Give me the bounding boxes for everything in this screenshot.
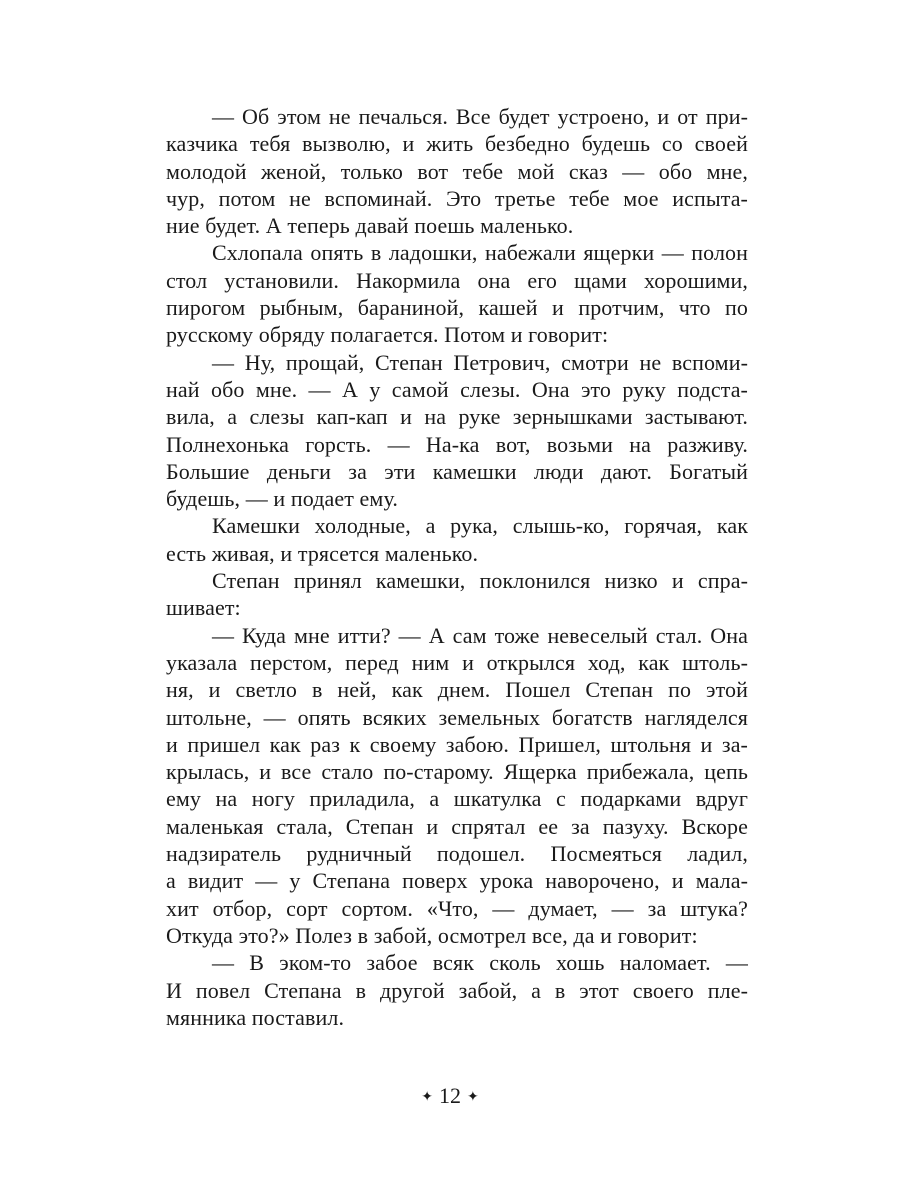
text-line: ему на ногу приладила, а шкатулка с подарками вдруг: [166, 786, 748, 812]
text-line: указала перстом, перед ним и открылся ход, как штоль-: [166, 649, 748, 675]
text-line: пирогом рыбным, бараниной, кашей и протчим, что по: [166, 295, 748, 321]
body-text: [166, 103, 748, 1031]
text-line: хит отбор, сорт сортом. «Что, — думает, — за штука?: [166, 895, 748, 921]
page-number-footer: [0, 1082, 900, 1112]
text-line: — Ну, прощай, Степан Петрович, смотри не вспоми-: [212, 349, 748, 375]
text-line: Откуда это?» Полез в забой, осмотрел все, да и говорит:: [166, 922, 698, 948]
text-line: а видит — у Степана поверх урока наворочено, и мала-: [166, 868, 748, 894]
text-line: и пришел как раз к своему забою. Пришел, штольня и за-: [166, 731, 748, 757]
text-line: мянника поставил.: [166, 1004, 345, 1030]
text-line: ние будет. А теперь давай поешь маленько.: [166, 213, 574, 239]
text-line: крылась, и все стало по-старому. Ящерка прибежала, цепь: [166, 759, 748, 785]
text-line: молодой женой, только вот тебе мой сказ — обо мне,: [166, 158, 748, 184]
text-line: най обо мне. — А у самой слезы. Она это руку подста-: [166, 376, 748, 402]
text-line: — В эком-то забое всяк сколь хошь наломает. —: [212, 950, 748, 976]
text-line: казчика тебя вызволю, и жить безбедно будешь со своей: [166, 131, 748, 157]
text-line: маленькая стала, Степан и спрятал ее за пазуху. Вскоре: [166, 813, 748, 839]
text-line: — Об этом не печалься. Все будет устроено, и от при-: [212, 104, 748, 129]
text-line: будешь, — и подает ему.: [166, 486, 398, 512]
text-line: И повел Степана в другой забой, а в этот своего пле-: [166, 977, 748, 1003]
page-number: 12: [439, 1083, 461, 1108]
text-line: Степан принял камешки, поклонился низко и спра-: [212, 568, 748, 594]
text-line: стол установили. Накормила она его щами хорошими,: [166, 267, 748, 293]
text-line: Камешки холодные, а рука, слышь-ко, горячая, как: [212, 513, 748, 539]
text-line: ня, и светло в ней, как днем. Пошел Степан по этой: [166, 677, 748, 703]
text-line: Полнехонька горсть. — На-ка вот, возьми на разживу.: [166, 431, 748, 457]
text-line: надзиратель рудничный подошел. Посмеяться ладил,: [166, 841, 748, 867]
text-line: русскому обряду полагается. Потом и говорит:: [166, 322, 609, 348]
text-line: штольне, — опять всяких земельных богатств нагляделся: [166, 704, 748, 730]
text-line: вила, а слезы кап-кап и на руке зернышками застывают.: [166, 404, 748, 430]
text-line: Схлопала опять в ладошки, набежали ящерки — полон: [212, 240, 748, 266]
text-line: шивает:: [166, 595, 241, 621]
text-line: — Куда мне итти? — А сам тоже невеселый стал. Она: [212, 622, 748, 648]
text-line: есть живая, и трясется маленько.: [166, 540, 479, 566]
left-ornament-icon: ✦: [421, 1090, 433, 1105]
text-line: Большие деньги за эти камешки люди дают. Богатый: [166, 458, 748, 484]
right-ornament-icon: ✦: [467, 1090, 479, 1105]
text-line: чур, потом не вспоминай. Это третье тебе мое испыта-: [166, 185, 748, 211]
